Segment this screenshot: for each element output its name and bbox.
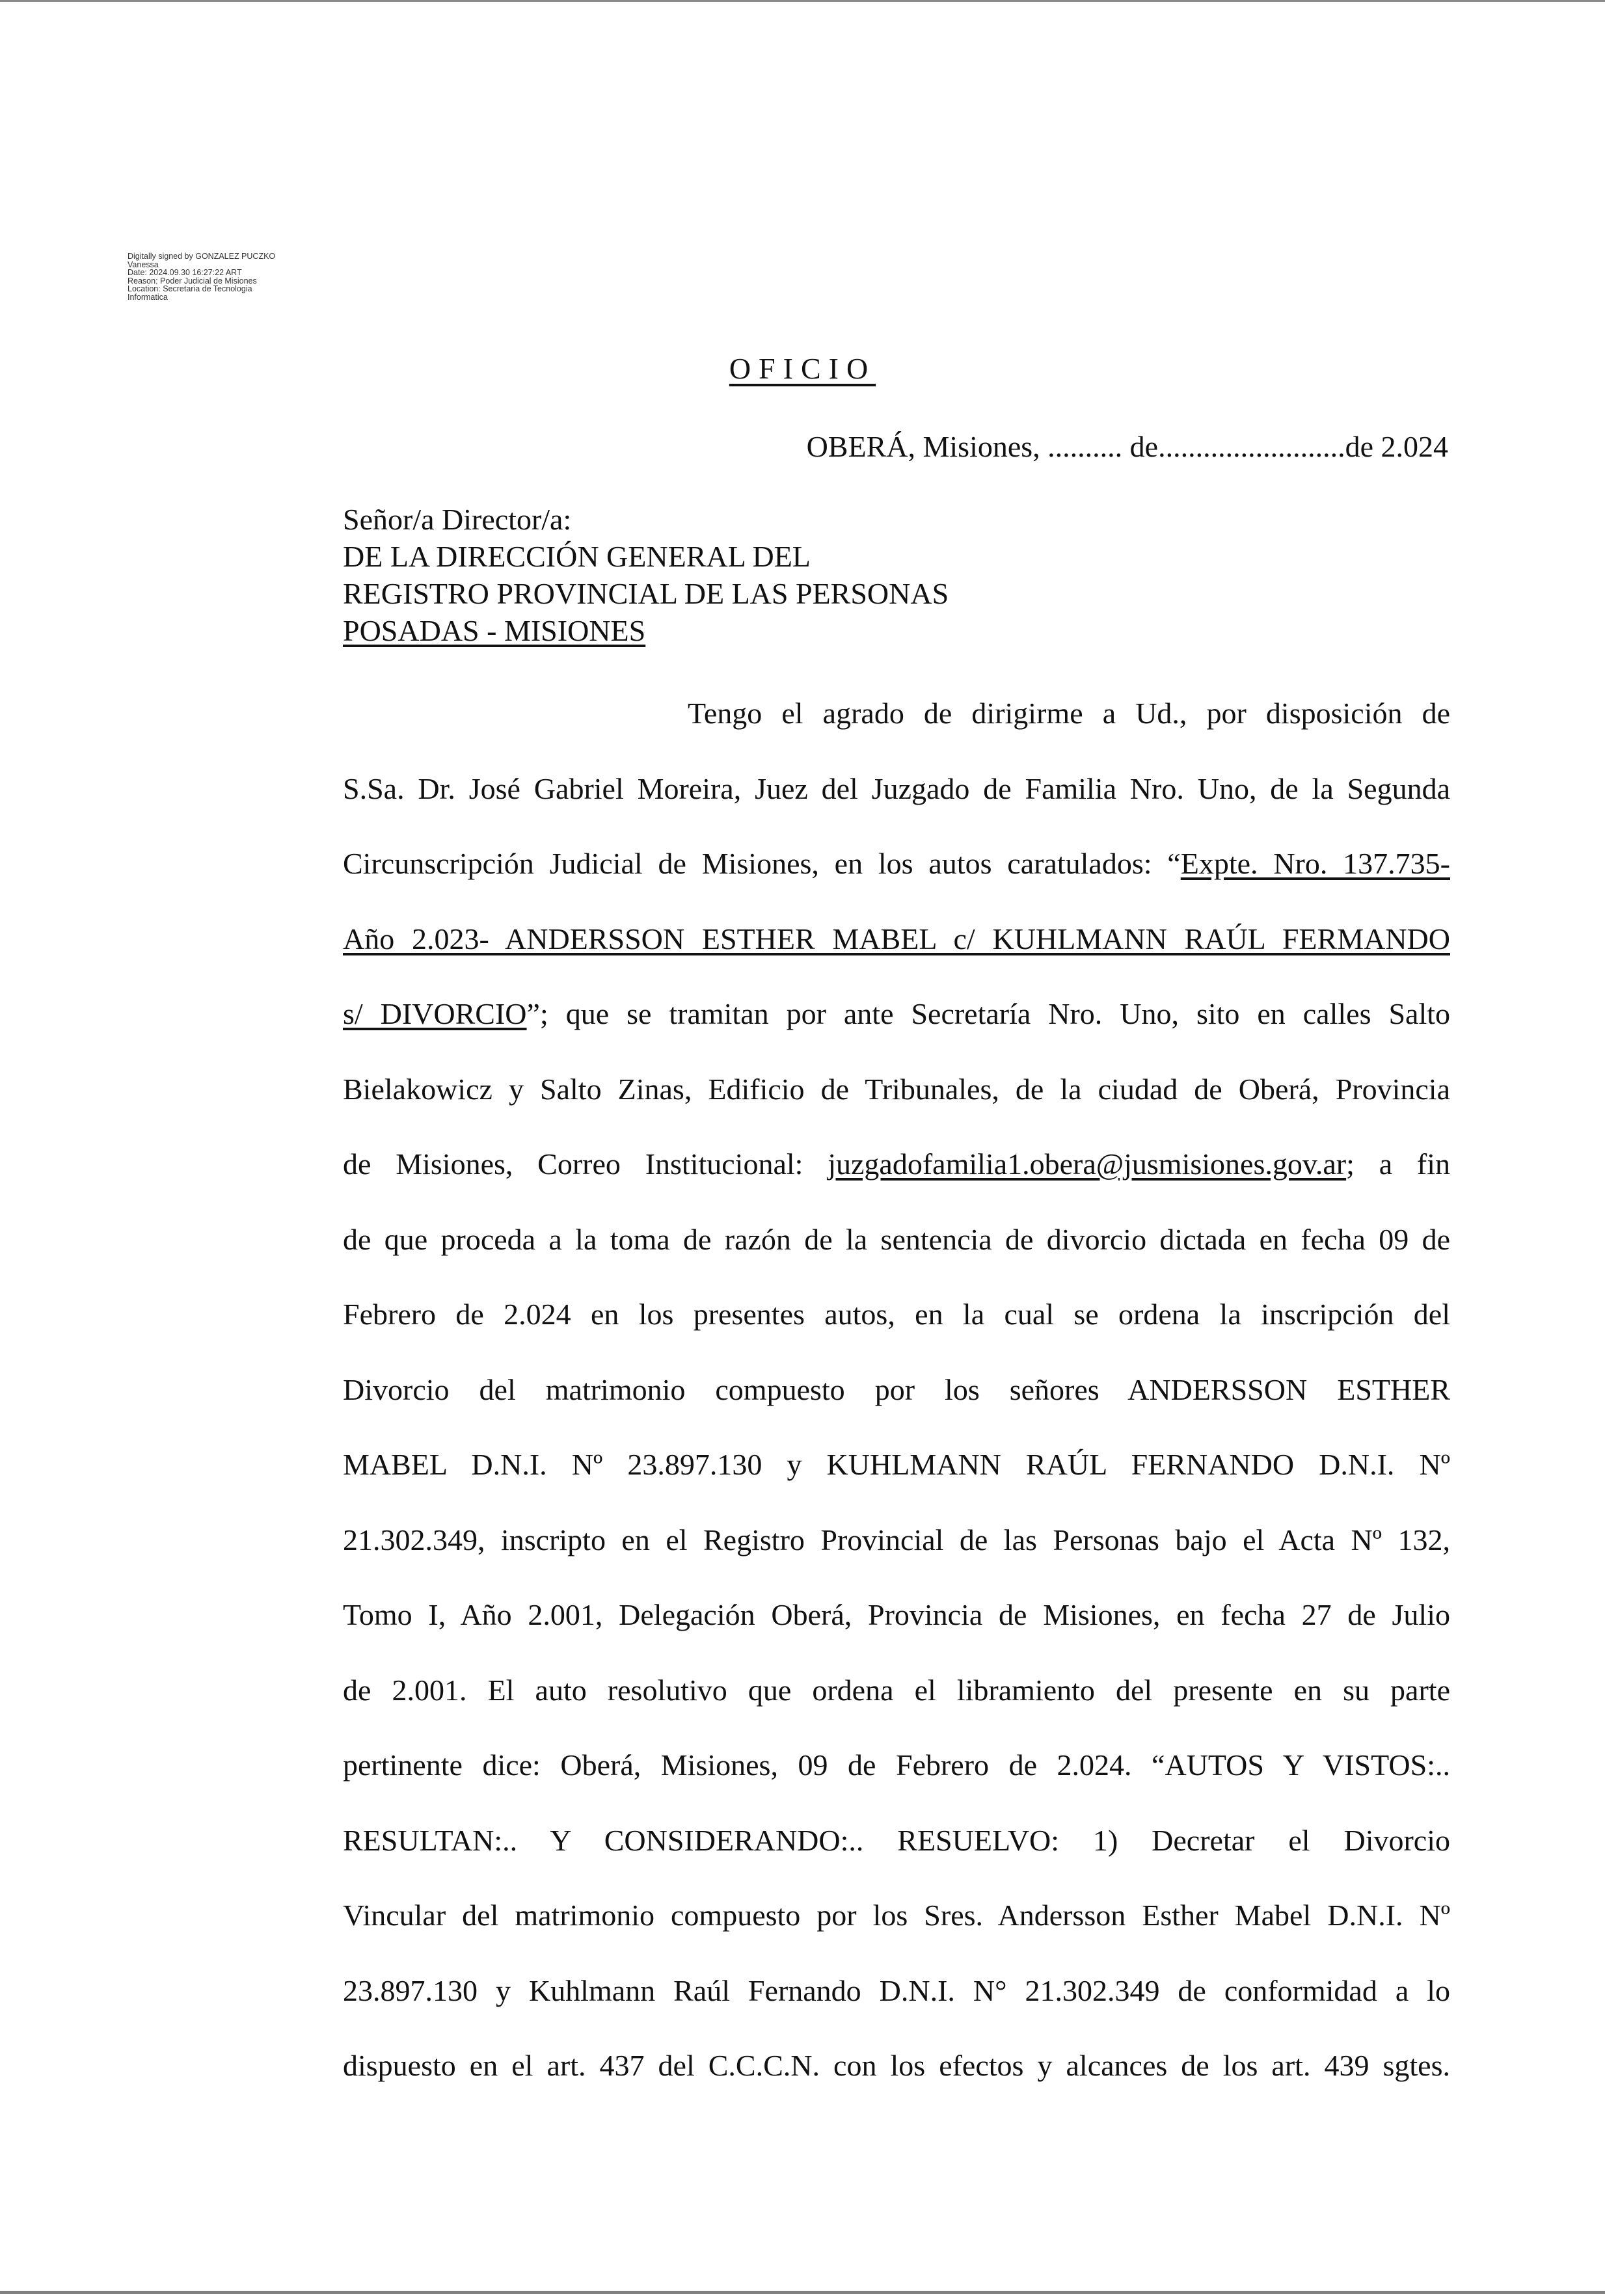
- signature-line: Digitally signed by GONZALEZ PUCZKO: [128, 252, 276, 261]
- digital-signature-stamp: [128, 252, 362, 301]
- signature-line: Location: Secretaria de Tecnologia: [128, 284, 252, 293]
- recipient-salutation: Señor/a Director/a:: [343, 503, 572, 536]
- document-title: OFICIO: [729, 352, 876, 385]
- body-line: dispuesto en el art. 437 del C.C.C.N. con los efectos y alcances de los art. 439 sgtes.: [343, 2049, 1450, 2082]
- body-line: Bielakowicz y Salto Zinas, Edificio de Tribunales, de la ciudad de Oberá, Provincia: [343, 1072, 1450, 1106]
- body-line: 23.897.130 y Kuhlmann Raúl Fernando D.N.I. N° 21.302.349 de conformidad a lo: [343, 1973, 1450, 2007]
- body-text: [343, 692, 1450, 2120]
- signature-line: Date: 2024.09.30 16:27:22 ART: [128, 268, 242, 277]
- body-line: de Misiones, Correo Institucional: juzgadofamilia1.obera@jusmisiones.gov.ar; a fin: [343, 1147, 1450, 1181]
- body-line: S.Sa. Dr. José Gabriel Moreira, Juez del Juzgado de Familia Nro. Uno, de la Segunda: [343, 771, 1450, 805]
- body-line: Febrero de 2.024 en los presentes autos, en la cual se ordena la inscripción del: [343, 1298, 1450, 1331]
- signature-line: Vanessa: [128, 260, 159, 269]
- body-line: Tomo I, Año 2.001, Delegación Oberá, Provincia de Misiones, en fecha 27 de Julio: [343, 1598, 1450, 1631]
- body-line: Vincular del matrimonio compuesto por los Sres. Andersson Esther Mabel D.N.I. Nº: [343, 1899, 1450, 1932]
- body-line: Tengo el agrado de dirigirme a Ud., por disposición de: [688, 697, 1450, 730]
- case-subject: s/ DIVORCIO: [343, 997, 527, 1030]
- recipient-location: POSADAS - MISIONES: [343, 614, 646, 647]
- signature-line: Informatica: [128, 292, 168, 302]
- institutional-email-link[interactable]: juzgadofamilia1.obera@jusmisiones.gov.ar: [828, 1147, 1347, 1181]
- body-line: Circunscripción Judicial de Misiones, en los autos caratulados: “Expte. Nro. 137.735-: [343, 847, 1450, 880]
- body-line: Divorcio del matrimonio compuesto por los señores ANDERSSON ESTHER: [343, 1372, 1450, 1406]
- body-line: 21.302.349, inscripto en el Registro Provincial de las Personas bajo el Acta Nº 132,: [343, 1523, 1450, 1556]
- case-title-line: Año 2.023- ANDERSSON ESTHER MABEL c/ KUHLMANN RAÚL FERMANDO: [343, 922, 1450, 955]
- body-line: pertinente dice: Oberá, Misiones, 09 de Febrero de 2.024. “AUTOS Y VISTOS:..: [343, 1748, 1450, 1782]
- signature-line: Reason: Poder Judicial de Misiones: [128, 276, 257, 286]
- body-line: MABEL D.N.I. Nº 23.897.130 y KUHLMANN RAÚL FERNANDO D.N.I. Nº: [343, 1448, 1450, 1481]
- body-line: de que proceda a la toma de razón de la sentencia de divorcio dictada en fecha 09 de: [343, 1222, 1450, 1256]
- body-line: RESULTAN:.. Y CONSIDERANDO:.. RESUELVO: 1) Decretar el Divorcio: [343, 1823, 1450, 1857]
- scan-edge-bottom: [0, 2291, 1605, 2294]
- recipient-block: [343, 501, 1449, 649]
- scan-edge-top: [0, 0, 1605, 2]
- body-line: de 2.001. El auto resolutivo que ordena el libramiento del presente en su parte: [343, 1673, 1450, 1707]
- body-line: s/ DIVORCIO”; que se tramitan por ante Secretaría Nro. Uno, sito en calles Salto: [343, 997, 1450, 1030]
- case-number: Expte. Nro. 137.735-: [1180, 847, 1450, 880]
- recipient-line: REGISTRO PROVINCIAL DE LAS PERSONAS: [343, 577, 949, 610]
- place-and-date: OBERÁ, Misiones, .......... de.........................de 2.024: [806, 430, 1448, 463]
- recipient-line: DE LA DIRECCIÓN GENERAL DEL: [343, 540, 811, 573]
